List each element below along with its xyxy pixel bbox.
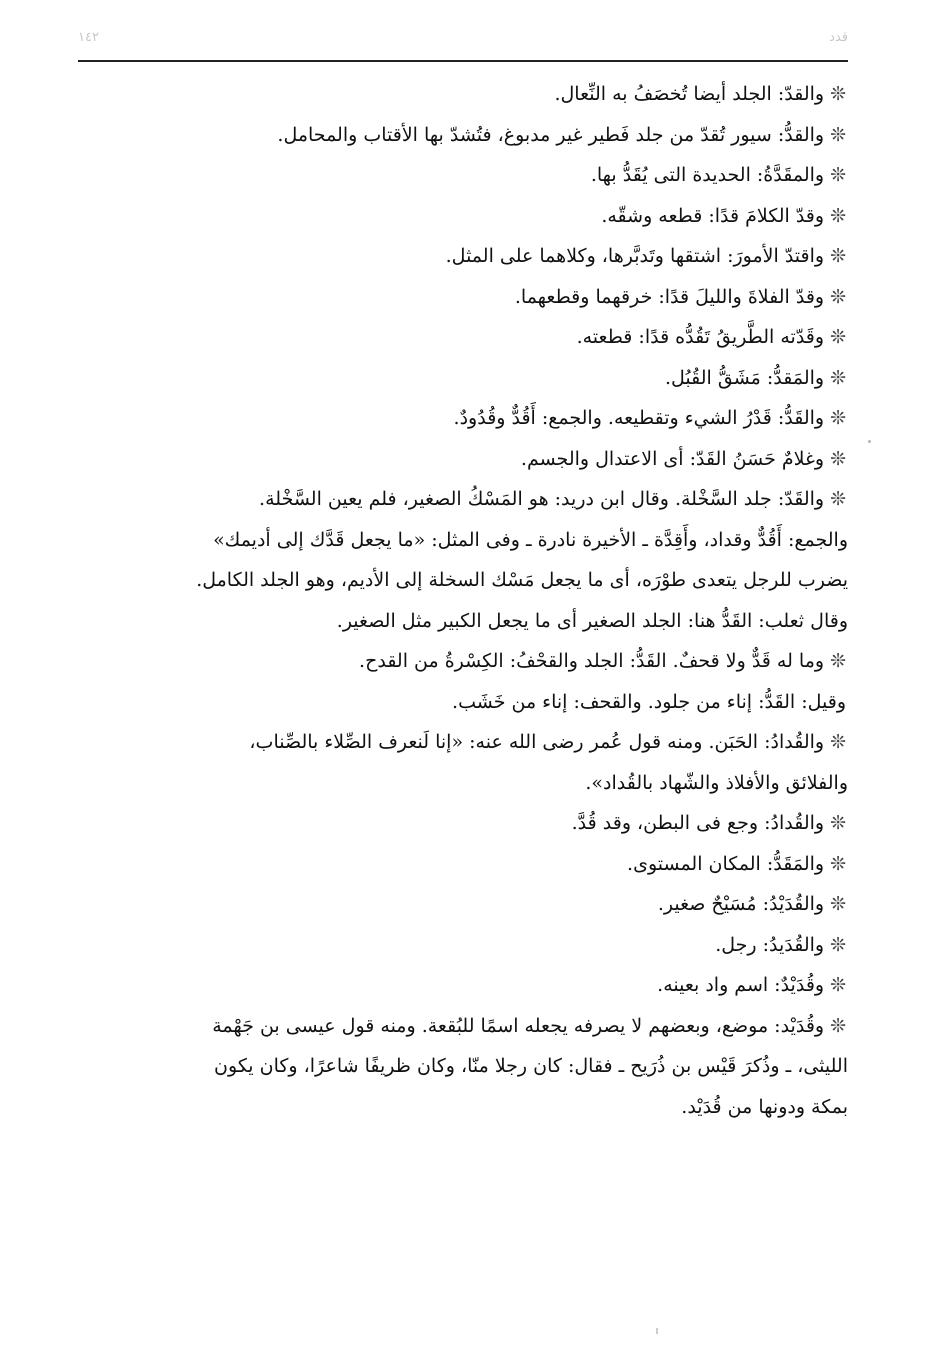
asterisk-icon: ❊ <box>830 933 846 956</box>
asterisk-icon: ❊ <box>830 1014 846 1037</box>
asterisk-icon: ❊ <box>830 731 846 753</box>
entry-text: وقيل: القَدُّ: إناء من جلود. والقحف: إناء من خَشَب. <box>452 690 846 713</box>
entry-line <box>78 155 848 196</box>
running-head: قدد <box>829 30 848 45</box>
entry-text: والقُدَيدُ: رجل. <box>715 933 825 956</box>
asterisk-icon: ❊ <box>830 893 846 915</box>
entry-line <box>78 196 848 237</box>
asterisk-icon: ❊ <box>830 812 846 834</box>
entry-text: والقدّ: الجلد أيضا تُخصَفُ به النِّعال. <box>554 83 825 105</box>
page-number: ١٤٢ <box>78 30 99 45</box>
entry-line <box>78 1046 848 1087</box>
asterisk-icon: ❊ <box>830 852 846 875</box>
entry-text: وغلامٌ حَسَنُ القَدّ: أى الاعتدال والجسم. <box>520 447 825 470</box>
entry-line <box>78 763 848 804</box>
entry-text: والقُدادُ: وجع فى البطن، وقد قُدَّ. <box>571 812 825 834</box>
entry-line <box>78 844 848 885</box>
entry-text: وقُدَيْد: موضع، وبعضهم لا يصرفه يجعله اسمًا للبُقعة. ومنه قول عيسى بن جَهْمة <box>212 1014 825 1037</box>
page-header <box>78 22 848 58</box>
asterisk-icon: ❊ <box>830 204 846 227</box>
entry-line <box>78 439 848 480</box>
asterisk-icon: ❊ <box>830 366 846 389</box>
dictionary-entries <box>78 74 848 1127</box>
entry-text: والقُدَيْدُ: مُسَيْحٌ صغير. <box>657 893 825 915</box>
entry-text: والفلائق والأفلاذ والشّهاد بالقُداد». <box>585 771 848 794</box>
asterisk-icon: ❊ <box>830 447 846 470</box>
asterisk-icon: ❊ <box>830 164 846 186</box>
entry-text: الليثى، ـ وذُكرَ قَيْس بن ذُرَيح ـ فقال: كان رجلا منّا، وكان ظريفًا شاعرًا، وكان يكون <box>214 1055 848 1077</box>
header-rule <box>78 60 848 62</box>
entry-text: وقال ثعلب: القَدُّ هنا: الجلد الصغير أى ما يجعل الكبير مثل الصغير. <box>336 609 848 632</box>
entry-text: والمَقدُّ: مَشَقُّ القُبُل. <box>664 366 825 389</box>
scan-speck <box>868 440 871 443</box>
entry-line <box>78 803 848 844</box>
entry-line <box>78 1006 848 1047</box>
asterisk-icon: ❊ <box>830 245 846 267</box>
entry-line <box>78 682 848 723</box>
entry-text: والجمع: أَقُدٌّ وقداد، وأَقِدَّة ـ الأخيرة نادرة ـ وفى المثل: «ما يجعل قَدَّك إلى أديمك» <box>213 528 848 551</box>
entry-line <box>78 601 848 642</box>
asterisk-icon: ❊ <box>830 83 846 105</box>
entry-text: وقدّ الكلامَ قدًا: قطعه وشقّه. <box>601 204 825 227</box>
scan-mark <box>656 1328 658 1334</box>
asterisk-icon: ❊ <box>830 285 846 308</box>
entry-line <box>78 317 848 358</box>
entry-text: والمقَدَّةُ: الحديدة التى يُقَدُّ بها. <box>590 164 825 186</box>
entry-line <box>78 722 848 763</box>
entry-text: وقَدّته الطَّريقُ تَقُدُّه قدًا: قطعته. <box>576 326 825 348</box>
entry-line <box>78 884 848 925</box>
entry-text: واقتدّ الأمورَ: اشتقها وتَدبَّرها، وكلاهما على المثل. <box>445 245 825 267</box>
asterisk-icon: ❊ <box>830 326 846 348</box>
entry-text: وقُدَيْدٌ: اسم واد بعينه. <box>657 974 825 996</box>
entry-line <box>78 358 848 399</box>
entry-text: وقدّ الفلاةَ والليلَ قدًا: خرقهما وقطعهما. <box>514 285 825 308</box>
entry-text: والقُدادُ: الحَبَن. ومنه قول عُمر رضى الله عنه: «إنا لَنعرف الصِّلاء بالصِّناب، <box>249 731 825 753</box>
entry-line <box>78 236 848 277</box>
entry-text: وما له قَدٌّ ولا قحفٌ. القَدُّ: الجلد والقحْفُ: الكِسْرةُ من القدح. <box>359 650 825 672</box>
entry-text: بمكة ودونها من قُدَيْد. <box>681 1095 848 1118</box>
entry-line <box>78 560 848 601</box>
entry-line <box>78 965 848 1006</box>
asterisk-icon: ❊ <box>830 488 846 510</box>
entry-text: والقدُّ: سيور تُقدّ من جلد فَطير غير مدبوغ، فتُشدّ بها الأقتاب والمحامل. <box>277 123 825 146</box>
entry-line <box>78 74 848 115</box>
entry-line <box>78 520 848 561</box>
entry-text: يضرب للرجل يتعدى طوْرَه، أى ما يجعل مَسْك السخلة إلى الأديم، وهو الجلد الكامل. <box>196 569 848 591</box>
entry-line <box>78 479 848 520</box>
entry-text: والقَدّ: جلد السَّخْلة. وقال ابن دريد: هو المَسْكُ الصغير، فلم يعين السَّخْلة. <box>259 488 825 510</box>
entry-line <box>78 925 848 966</box>
entry-line <box>78 641 848 682</box>
entry-text: والقَدُّ: قَدْرُ الشيء وتقطيعه. والجمع: أَقُدٌّ وقُدُودٌ. <box>453 407 825 429</box>
entry-line <box>78 115 848 156</box>
entry-line <box>78 398 848 439</box>
entry-text: والمَقَدُّ: المكان المستوى. <box>627 852 825 875</box>
asterisk-icon: ❊ <box>830 123 846 146</box>
asterisk-icon: ❊ <box>830 407 846 429</box>
asterisk-icon: ❊ <box>830 650 846 672</box>
entry-line <box>78 1087 848 1128</box>
entry-line <box>78 277 848 318</box>
asterisk-icon: ❊ <box>830 974 846 996</box>
